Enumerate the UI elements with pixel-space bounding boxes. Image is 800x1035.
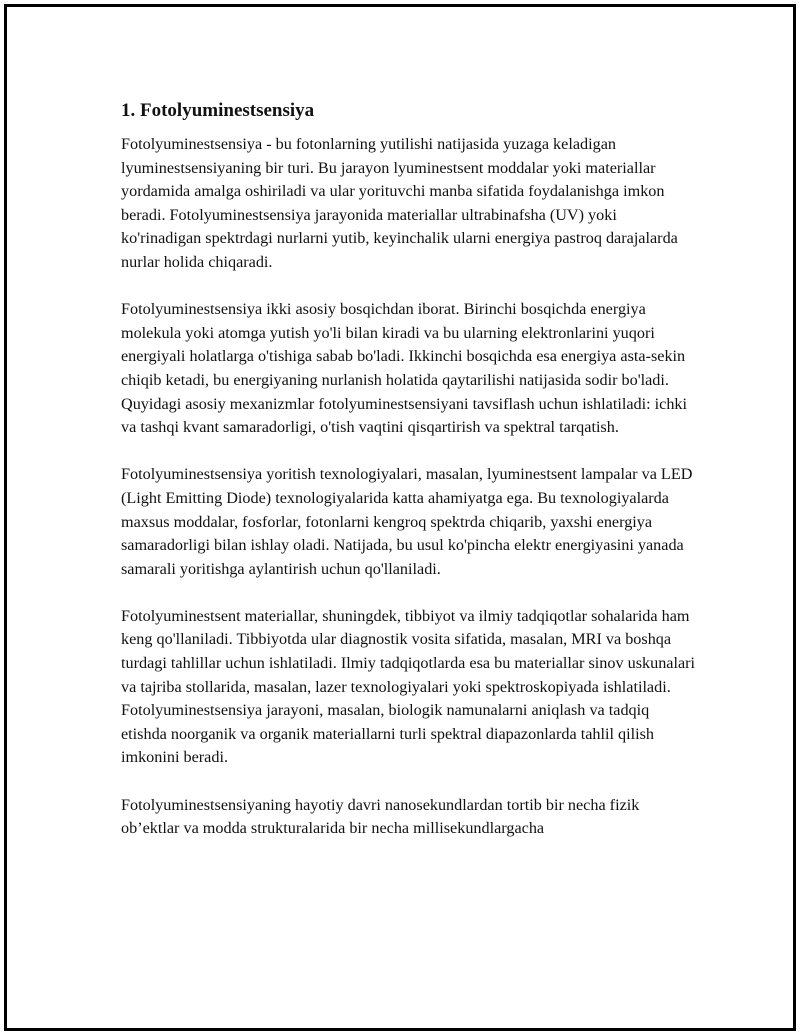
paragraph-1: Fotolyuminestsensiya - bu fotonlarning yutilishi natijasida yuzaga keladigan lyuminestsensiyaning bir turi. Bu jarayon lyuminestsent moddalar yoki materiallar yordamida amalga oshiriladi va ular yorituvchi manba sifatida foydalanishga imkon beradi. Fotolyuminestsensiya jarayonida materiallar ultrabinafsha (UV) yoki ko'rinadigan spektrdagi nurlarni yutib, keyinchalik ularni energiya pastroq darajalarda nurlar holida chiqaradi.: [121, 135, 678, 271]
page-frame: [4, 4, 796, 1031]
paragraph-2: Fotolyuminestsensiya ikki asosiy bosqichdan iborat. Birinchi bosqichda energiya molekula yoki atomga yutish yo'li bilan kiradi va bu ularning elektronlarini yuqori energiyali holatlarga o'tishiga sabab bo'ladi. Ikkinchi bosqichda esa energiya asta-sekin chiqib ketadi, bu energiyaning nurlanish holatida qaytarilishi natijasida sodir bo'ladi. Quyidagi asosiy mexanizmlar fotolyuminestsensiyani tavsiflash uchun ishlatiladi: ichki va tashqi kvant samaradorligi, o'tish vaqtini qisqartirish va spektral tarqatish.: [121, 300, 688, 437]
paragraph-5: Fotolyuminestsensiyaning hayotiy davri nanosekundlardan tortib bir necha fizik ob’ektlar va modda strukturalarida bir necha millisekundlargacha: [121, 795, 640, 838]
paragraph-3: Fotolyuminestsensiya yoritish texnologiyalari, masalan, lyuminestsent lampalar va LED (Light Emitting Diode) texnologiyalarida katta ahamiyatga ega. Bu texnologiyalarda maxsus moddalar, fosforlar, fotonlarni kengroq spektrda chiqarib, yaxshi energiya samaradorligi bilan ishlay oladi. Natijada, bu usul ko'pincha elektr energiyasini yanada samarali yoritishga aylantirish uchun qo'llaniladi.: [121, 465, 693, 578]
section-heading: 1. Fotolyuminestsensiya: [121, 100, 315, 121]
paragraph-4: Fotolyuminestsent materiallar, shuningdek, tibbiyot va ilmiy tadqiqotlar sohalarida ham keng qo'llaniladi. Tibbiyotda ular diagnostik vosita sifatida, masalan, MRI va boshqa turdagi tahlillar uchun ishlatiladi. Ilmiy tadqiqotlarda esa bu materiallar sinov uskunalari va tajriba stollarida, masalan, lazer texnologiyalari yoki spektroskopiyada ishlatiladi. Fotolyuminestsensiya jarayoni, masalan, biologik namunalarni aniqlash va tadqiq etishda noorganik va organik materiallarni turli spektral diapazonlarda tahlil qilish imkonini beradi.: [121, 606, 696, 767]
document-body: [121, 99, 696, 864]
